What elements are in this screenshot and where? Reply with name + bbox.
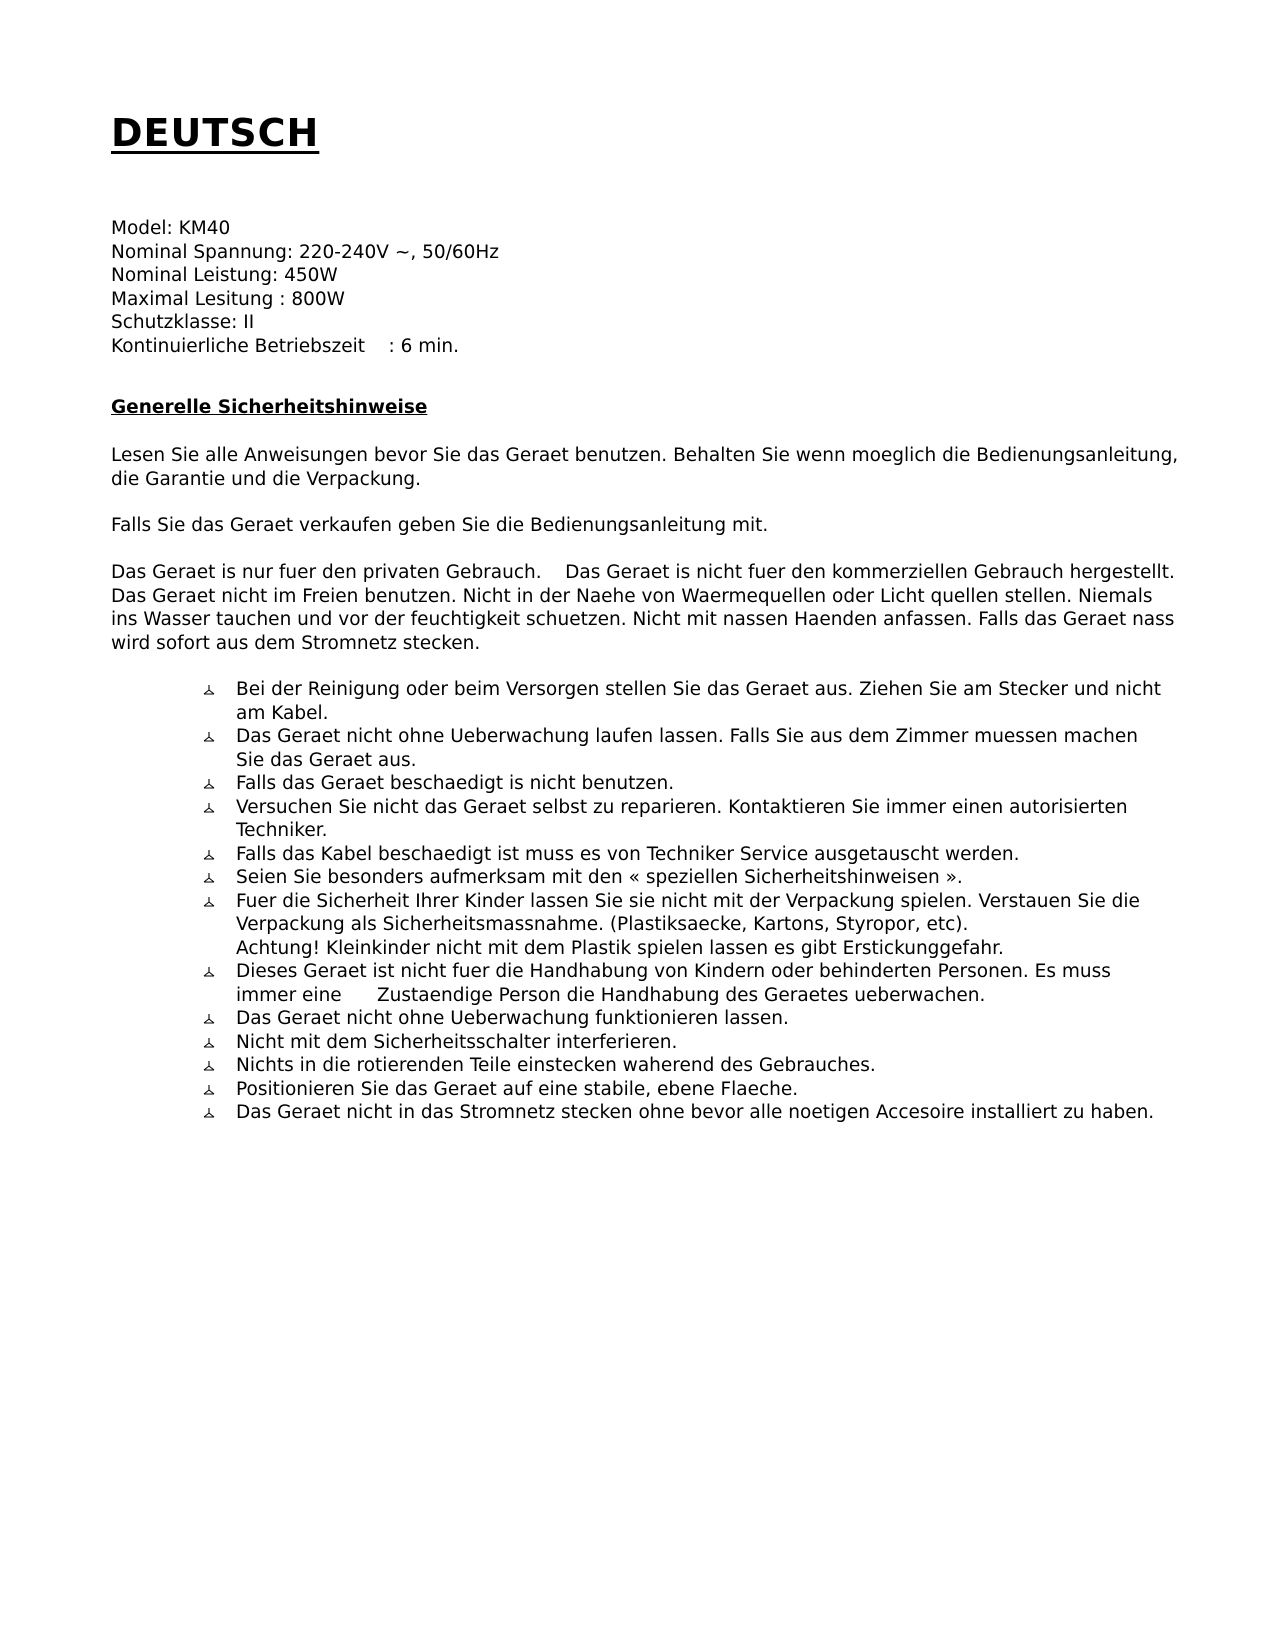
- bullet-line: Fuer die Sicherheit Ihrer Kinder lassen Sie sie nicht mit der Verpackung spielen. Verstauen Sie die: [236, 890, 1140, 912]
- safety-bullet-item: [201, 1007, 1101, 1031]
- warning-triangle-icon: [201, 1007, 217, 1030]
- spec-list: [111, 217, 499, 358]
- safety-bullet-item: [201, 678, 1161, 725]
- warning-triangle-icon: [201, 890, 217, 913]
- bullet-line: Sie das Geraet aus.: [236, 749, 417, 771]
- bullet-line: Falls das Kabel beschaedigt ist muss es von Techniker Service ausgetauscht werden.: [236, 843, 1020, 865]
- safety-bullet-item: [201, 796, 1128, 843]
- spec-power: Nominal Leistung: 450W: [111, 265, 338, 286]
- bullet-line: immer eine Zustaendige Person die Handhabung des Geraetes ueberwachen.: [236, 984, 986, 1006]
- bullet-line: Falls das Geraet beschaedigt is nicht benutzen.: [236, 773, 675, 794]
- paragraph-instructions: [111, 444, 1179, 491]
- warning-triangle-icon: [201, 1101, 217, 1124]
- safety-bullet-item: [201, 1101, 1155, 1125]
- warning-triangle-icon: [201, 843, 217, 866]
- warning-triangle-icon: [201, 725, 217, 748]
- bullet-line: Das Geraet nicht ohne Ueberwachung funktionieren lassen.: [236, 1008, 789, 1029]
- paragraph-line: die Garantie und die Verpackung.: [111, 468, 422, 490]
- page-title: DEUTSCH: [111, 111, 320, 155]
- safety-bullet-item: [201, 1031, 1101, 1055]
- bullet-line: Dieses Geraet ist nicht fuer die Handhabung von Kindern oder behinderten Personen. Es muss: [236, 961, 1111, 982]
- paragraph-line: Das Geraet is nur fuer den privaten Gebrauch. Das Geraet is nicht fuer den kommerziellen Gebrauch hergestellt.: [111, 562, 1175, 583]
- warning-triangle-icon: [201, 1031, 217, 1054]
- paragraph-line: Falls Sie das Geraet verkaufen geben Sie die Bedienungsanleitung mit.: [111, 515, 769, 536]
- paragraph-usage: [111, 561, 1175, 655]
- safety-bullet-item: [201, 866, 1101, 890]
- warning-triangle-icon: [201, 1054, 217, 1077]
- safety-bullet-item: [201, 960, 1111, 1007]
- bullet-line: Das Geraet nicht in das Stromnetz stecken ohne bevor alle noetigen Accesoire installiert zu haben.: [236, 1102, 1155, 1123]
- spec-operating-time: Kontinuierliche Betriebszeit : 6 min.: [111, 335, 460, 357]
- safety-bullet-list: [201, 678, 1161, 1125]
- bullet-line: Verpackung als Sicherheitsmassnahme. (Plastiksaecke, Kartons, Styropor, etc).: [236, 914, 969, 935]
- bullet-line: Nicht mit dem Sicherheitsschalter interferieren.: [236, 1031, 678, 1053]
- section-heading: Generelle Sicherheitshinweise: [111, 397, 428, 418]
- warning-triangle-icon: [201, 960, 217, 983]
- bullet-line: Versuchen Sie nicht das Geraet selbst zu reparieren. Kontaktieren Sie immer einen autorisierten: [236, 796, 1128, 818]
- paragraph-line: ins Wasser tauchen und vor der feuchtigkeit schuetzen. Nicht mit nassen Haenden anfassen. Falls das Geraet nass: [111, 609, 1175, 630]
- bullet-line: Techniker.: [236, 820, 328, 841]
- paragraph-line: Lesen Sie alle Anweisungen bevor Sie das Geraet benutzen. Behalten Sie wenn moeglich die Bedienungsanleitung,: [111, 445, 1179, 466]
- bullet-line: Das Geraet nicht ohne Ueberwachung laufen lassen. Falls Sie aus dem Zimmer muessen machen: [236, 726, 1138, 747]
- warning-triangle-icon: [201, 1078, 217, 1101]
- safety-bullet-item: [201, 890, 1140, 961]
- warning-triangle-icon: [201, 678, 217, 701]
- spec-protection-class: Schutzklasse: II: [111, 312, 255, 333]
- paragraph-line: Das Geraet nicht im Freien benutzen. Nicht in der Naehe von Waermequellen oder Licht quellen stellen. Niemals: [111, 585, 1153, 607]
- bullet-line: am Kabel.: [236, 702, 329, 724]
- safety-bullet-item: [201, 772, 1101, 796]
- bullet-line: Achtung! Kleinkinder nicht mit dem Plastik spielen lassen es gibt Erstickunggefahr.: [236, 937, 1004, 959]
- spec-model: Model: KM40: [111, 218, 231, 239]
- safety-bullet-item: [201, 1078, 1101, 1102]
- warning-triangle-icon: [201, 866, 217, 889]
- safety-bullet-item: [201, 1054, 1101, 1078]
- bullet-line: Seien Sie besonders aufmerksam mit den « speziellen Sicherheitshinweisen ».: [236, 867, 963, 888]
- paragraph-resale: [111, 514, 1171, 538]
- bullet-line: Bei der Reinigung oder beim Versorgen stellen Sie das Geraet aus. Ziehen Sie am Stecker und nicht: [236, 679, 1161, 700]
- spec-max-power: Maximal Lesitung : 800W: [111, 288, 345, 310]
- spec-voltage: Nominal Spannung: 220-240V ~, 50/60Hz: [111, 241, 500, 263]
- safety-bullet-item: [201, 725, 1138, 772]
- warning-triangle-icon: [201, 772, 217, 795]
- warning-triangle-icon: [201, 796, 217, 819]
- safety-bullet-item: [201, 843, 1101, 867]
- paragraph-line: wird sofort aus dem Stromnetz stecken.: [111, 632, 481, 654]
- bullet-line: Positionieren Sie das Geraet auf eine stabile, ebene Flaeche.: [236, 1078, 799, 1100]
- bullet-line: Nichts in die rotierenden Teile einstecken waherend des Gebrauches.: [236, 1055, 876, 1076]
